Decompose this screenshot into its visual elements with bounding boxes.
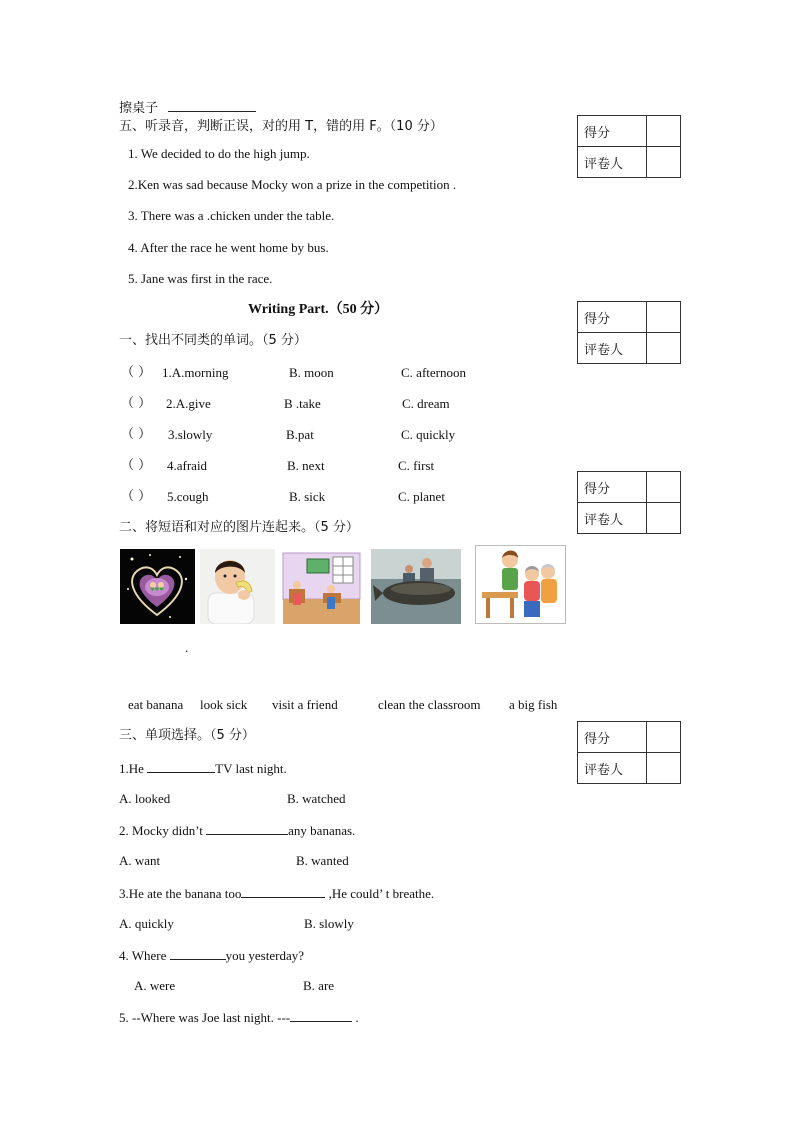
s1-row4-b: B. next [287, 458, 325, 473]
score-cell[interactable] [647, 302, 681, 333]
s3-q4-a[interactable]: A. were [134, 978, 176, 993]
score-label: 得分 [578, 472, 647, 503]
section5-item-5: 5. Jane was first in the race. [128, 271, 273, 286]
s3-q1 [119, 760, 287, 777]
score-cell[interactable] [647, 722, 681, 753]
s1-row3-c: C. quickly [401, 427, 456, 442]
s3-q2-post: any bananas. [288, 823, 356, 838]
s3-q1-b[interactable]: B. watched [287, 791, 346, 806]
grader-cell[interactable] [647, 753, 681, 784]
writing-part-title: Writing Part.（50 分） [248, 302, 389, 317]
top-line-blank[interactable] [168, 99, 256, 112]
s3-q5 [119, 1009, 359, 1026]
score-label: 得分 [578, 722, 647, 753]
s1-row2-a: 2.A.give [166, 396, 211, 411]
grader-cell[interactable] [647, 503, 681, 534]
score-box-4 [577, 721, 681, 784]
grader-label: 评卷人 [578, 753, 647, 784]
top-line [119, 99, 256, 117]
section5-item-1: 1. We decided to do the high jump. [128, 146, 310, 161]
s3-q5-pre: 5. --Where was Joe last night. --- [119, 1010, 291, 1025]
s3-q4 [119, 947, 304, 964]
visiting-friend-cartoon[interactable] [475, 545, 566, 624]
score-cell[interactable] [647, 472, 681, 503]
s1-row4-a: 4.afraid [167, 458, 208, 473]
phrase-a-big-fish[interactable]: a big fish [509, 697, 558, 712]
svg-text:♥♥♥: ♥♥♥ [150, 587, 164, 593]
phrase-look-sick[interactable]: look sick [200, 697, 248, 712]
s1-row4-c: C. first [398, 458, 435, 473]
s1-row3-a: 3.slowly [168, 427, 213, 442]
section5-item-2: 2.Ken was sad because Mocky won a prize in the competition . [128, 177, 457, 192]
s3-q3-post: ,He could’ t breathe. [325, 886, 435, 901]
s1-row1-paren[interactable]: （ ） [121, 365, 152, 380]
s1-row5-b: B. sick [289, 489, 326, 504]
s1-row5-a: 5.cough [167, 489, 209, 504]
s1-row1-a: 1.A.morning [162, 365, 229, 380]
s3-q2-pre: 2. Mocky didn’t [119, 823, 207, 838]
s3-q2-b[interactable]: B. wanted [296, 853, 349, 868]
s3-q4-blank[interactable] [170, 947, 226, 960]
s3-q1-a[interactable]: A. looked [119, 791, 171, 806]
section3-title: 三、单项选择。（5 分） [119, 728, 255, 743]
score-label: 得分 [578, 302, 647, 333]
boy-eating-banana-picture[interactable] [200, 549, 275, 624]
s3-q3-a[interactable]: A. quickly [119, 916, 174, 931]
s1-row5-c: C. planet [398, 489, 445, 504]
section5-title: 五、听录音，判断正误，对的用 T，错的用 F。（10 分） [119, 119, 443, 134]
s3-q3 [119, 885, 434, 902]
s1-row5-paren[interactable]: （ ） [121, 489, 152, 504]
s3-q4-post: you yesterday? [225, 948, 304, 963]
section5-item-4: 4. After the race he went home by bus. [128, 240, 329, 255]
score-box-2 [577, 301, 681, 364]
s3-q3-pre: 3.He ate the banana too [119, 886, 242, 901]
s3-q5-post: . [352, 1010, 359, 1025]
s3-q5-blank[interactable] [290, 1009, 352, 1022]
s1-row3-paren[interactable]: （ ） [121, 427, 152, 442]
grader-cell[interactable] [647, 333, 681, 364]
classroom-cartoon-picture[interactable] [279, 549, 364, 624]
s3-q3-blank[interactable] [241, 885, 325, 898]
stray-dot: . [185, 640, 189, 655]
grader-label: 评卷人 [578, 503, 647, 534]
big-fish-photo[interactable] [371, 549, 461, 624]
phrase-clean-the-classroom[interactable]: clean the classroom [378, 697, 481, 712]
section5-item-3: 3. There was a .chicken under the table. [128, 208, 335, 223]
s1-row4-paren[interactable]: （ ） [121, 458, 152, 473]
phrase-visit-a-friend[interactable]: visit a friend [272, 697, 338, 712]
section2-title: 二、将短语和对应的图片连起来。（5 分） [119, 520, 359, 535]
s3-q1-post: TV last night. [215, 761, 287, 776]
s1-row3-b: B.pat [286, 427, 314, 442]
heart-picture[interactable] [120, 549, 195, 624]
score-label: 得分 [578, 116, 647, 147]
s1-row2-b: B .take [284, 396, 321, 411]
s3-q4-pre: 4. Where [119, 948, 170, 963]
grader-label: 评卷人 [578, 147, 647, 178]
grader-label: 评卷人 [578, 333, 647, 364]
s1-row2-paren[interactable]: （ ） [121, 396, 152, 411]
score-box-1 [577, 115, 681, 178]
s1-row2-c: C. dream [402, 396, 450, 411]
s3-q1-blank[interactable] [147, 760, 215, 773]
grader-cell[interactable] [647, 147, 681, 178]
s3-q2-blank[interactable] [206, 822, 288, 835]
score-box-3 [577, 471, 681, 534]
s1-row1-c: C. afternoon [401, 365, 466, 380]
section1-title: 一、找出不同类的单词。（5 分） [119, 333, 307, 348]
s3-q4-b[interactable]: B. are [303, 978, 335, 993]
s3-q2 [119, 822, 355, 839]
s3-q3-b[interactable]: B. slowly [304, 916, 354, 931]
s3-q2-a[interactable]: A. want [119, 853, 161, 868]
top-line-label: 擦桌子 [119, 101, 159, 116]
score-cell[interactable] [647, 116, 681, 147]
phrase-eat-banana[interactable]: eat banana [128, 697, 184, 712]
s1-row1-b: B. moon [289, 365, 334, 380]
s3-q1-pre: 1.He [119, 761, 148, 776]
